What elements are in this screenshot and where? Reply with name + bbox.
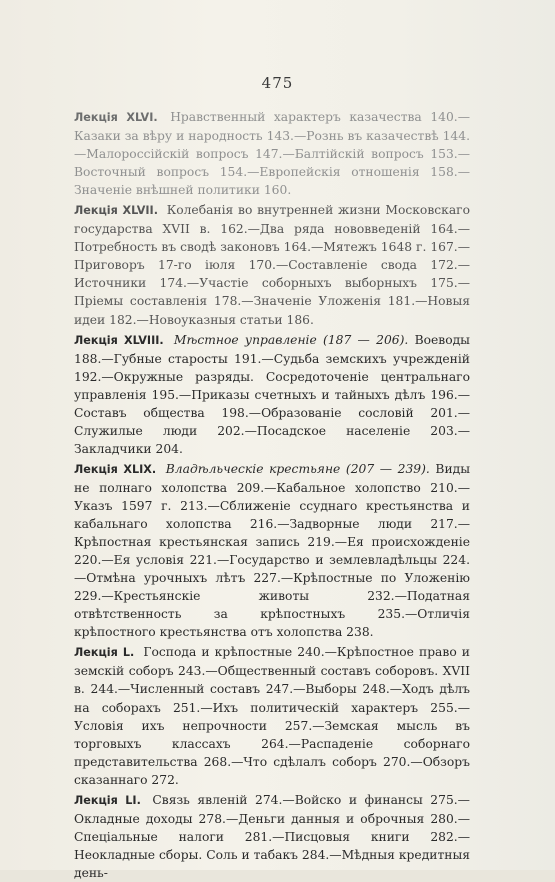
lecture-heading: Лекція XLIX. — [74, 462, 157, 476]
table-of-contents — [74, 108, 470, 882]
lecture-subtitle: Владѣльческіе крестьяне (207 — 239). — [165, 461, 430, 476]
page-number: 475 — [261, 74, 294, 92]
lecture-entry-49 — [74, 460, 470, 641]
lecture-contents: Связь явленій 274.—Войско и финансы 275.—Окладные доходы 278.—Деньги данныя и оброчныя 280.—Спеціальные налоги 281.—Писцовыя книги 282.—Неокладные сборы. Соль и табакъ 284.—Мѣдныя кредитныя день- — [74, 792, 470, 880]
lecture-entry-51 — [74, 791, 470, 882]
lecture-entry-50 — [74, 643, 470, 788]
lecture-entry-46 — [74, 108, 470, 199]
lecture-entry-47 — [74, 201, 470, 328]
lecture-heading: Лекція XLVI. — [74, 111, 158, 124]
lecture-subtitle: Мѣстное управленіе (187 — 206). — [173, 332, 409, 347]
lecture-heading: Лекція XLVII. — [74, 204, 158, 218]
lecture-contents: Нравственный характеръ казачества 140.—Казаки за вѣру и народность 143.—Рознь въ казачествѣ 144.—Малороссійскій вопросъ 147.—Балтійскій вопросъ 153.—Восточный вопросъ 154.—Европейскія отношенія 158.—Значеніе внѣшней политики 160. — [74, 110, 470, 198]
lecture-contents: Господа и крѣпостные 240.—Крѣпостное право и земскій соборъ 243.—Общественный составъ соборовъ. XVII в. 244.—Численный составъ 247.—Выборы 248.—Ходъ дѣлъ на соборахъ 251.—Ихъ политическій характеръ 255.—Условія ихъ непрочности 257.—Земская мысль въ торговыхъ классахъ 264.—Распаденіе соборнаго представительства 268.—Что сдѣлалъ соборъ 270.—Обзоръ сказаннаго 272. — [74, 645, 471, 787]
lecture-contents: Колебанія во внутренней жизни Московскаго государства XVII в. 162.—Два ряда нововведеній 164.—Потребность въ сводѣ законовъ 164.—Мятежъ 1648 г. 167.—Приговоръ 17-го іюля 170.—Составленіе свода 172.—Источники 174.—Участіе соборныхъ выборныхъ 175.—Пріемы составленія 178.—Значеніе Уложенія 181.—Новыя идеи 182.—Новоуказныя статьи 186. — [74, 203, 470, 327]
lecture-contents: Виды не полнаго холопства 209.—Кабальное холопство 210.—Указъ 1597 г. 213.—Сближеніе ссуднаго крестьянства и кабальнаго холопства 216.—Задворные люди 217.—Крѣпостная крестьянская запись 219.—Ея происхожденіе 220.—Ея условія 221.—Государство и землевладѣльцы 224.—Отмѣна урочныхъ лѣтъ 227.—Крѣпостные по Уложенію 229.—Крестьянскіе животы 232.—Податная отвѣтственность за крѣпостныхъ 235.—Отличія крѣпостного крестьянства отъ холопства 238. — [74, 461, 470, 640]
lecture-heading: Лекція LI. — [74, 793, 141, 807]
lecture-entry-48 — [74, 331, 470, 458]
lecture-contents: Воеводы 188.—Губные старосты 191.—Судьба земскихъ учрежденій 192.—Окружные разряды. Сосредоточеніе центральнаго управленія 195.—Приказы счетныхъ и тайныхъ дѣлъ 196.—Составъ общества 198.—Образованіе сословій 201.—Служилые люди 202.—Посадское населеніе 203.—Закладчики 204. — [74, 332, 470, 456]
lecture-heading: Лекція XLVIII. — [74, 333, 164, 347]
lecture-heading: Лекція L. — [74, 646, 135, 660]
